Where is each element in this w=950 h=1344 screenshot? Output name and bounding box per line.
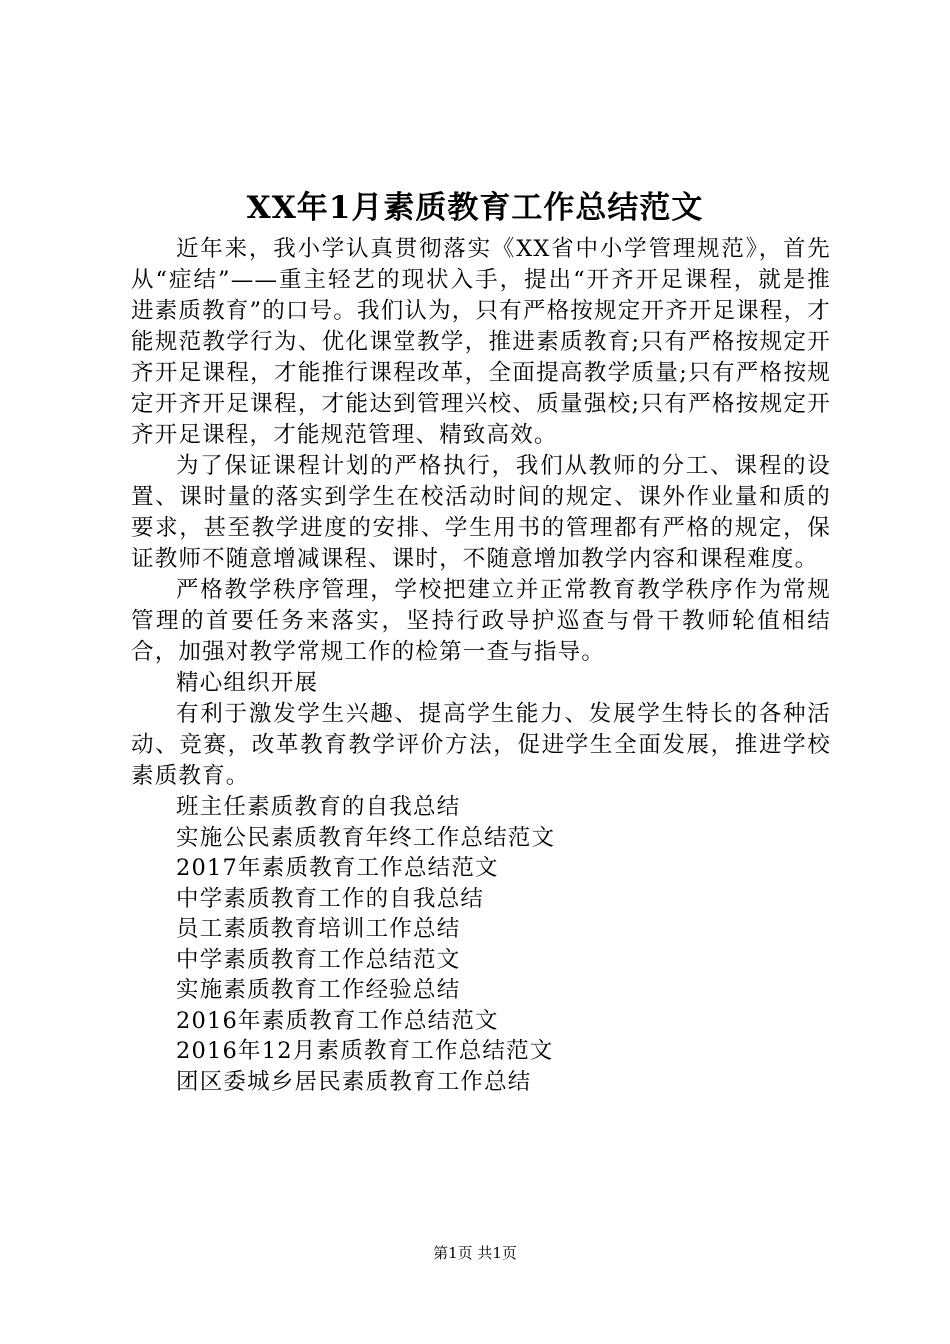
paragraph-4: 有利于激发学生兴趣、提高学生能力、发展学生特长的各种活动、竞赛，改革教育教学评价方法，促进学生全面发展，推进学校素质教育。	[131, 701, 831, 789]
paragraph-3: 严格教学秩序管理，学校把建立并正常教育教学秩序作为常规管理的首要任务来落实，坚持行政导护巡查与骨干教师轮值相结合，加强对教学常规工作的检第一查与指导。	[131, 577, 831, 665]
related-article-link[interactable]: 2016年素质教育工作总结范文	[176, 1007, 499, 1034]
paragraph-1: 近年来，我小学认真贯彻落实《XX省中小学管理规范》，首先从“症结”——重主轻艺的现状入手，提出“开齐开足课程，就是推进素质教育”的口号。我们认为，只有严格按规定开齐开足课程，才能规范教学行为、优化课堂教学，推进素质教育;只有严格按规定开齐开足课程，才能推行课程改革，全面提高教学质量;只有严格按规定开齐开足课程，才能达到管理兴校、质量强校;只有严格按规定开齐开足课程，才能规范管理、精致高效。	[131, 236, 832, 448]
section-heading: 精心组织开展	[176, 670, 319, 696]
related-article-link[interactable]: 中学素质教育工作的自我总结	[176, 885, 485, 912]
page-number-footer: 第1页 共1页	[433, 1244, 517, 1262]
paragraph-2: 为了保证课程计划的严格执行，我们从教师的分工、课程的设置、课时量的落实到学生在校活动时间的规定、课外作业量和质的要求，甚至教学进度的安排、学生用书的管理都有严格的规定，保证教师不随意增减课程、课时，不随意增加教学内容和课程难度。	[131, 453, 831, 572]
related-article-link[interactable]: 2016年12月素质教育工作总结范文	[176, 1038, 554, 1064]
related-article-link[interactable]: 实施素质教育工作经验总结	[176, 977, 461, 1003]
related-article-link[interactable]: 团区委城乡居民素质教育工作总结	[176, 1068, 532, 1095]
related-articles-list	[131, 792, 831, 1097]
related-article-link[interactable]: 中学素质教育工作总结范文	[176, 946, 461, 973]
document-title: XX年1月素质教育工作总结范文	[246, 190, 704, 226]
document-body	[131, 234, 831, 1097]
related-article-link[interactable]: 员工素质教育培训工作总结	[176, 916, 461, 942]
related-article-link[interactable]: 班主任素质教育的自我总结	[176, 794, 461, 820]
related-article-link[interactable]: 实施公民素质教育年终工作总结范文	[176, 824, 556, 851]
related-article-link[interactable]: 2017年素质教育工作总结范文	[176, 855, 499, 881]
